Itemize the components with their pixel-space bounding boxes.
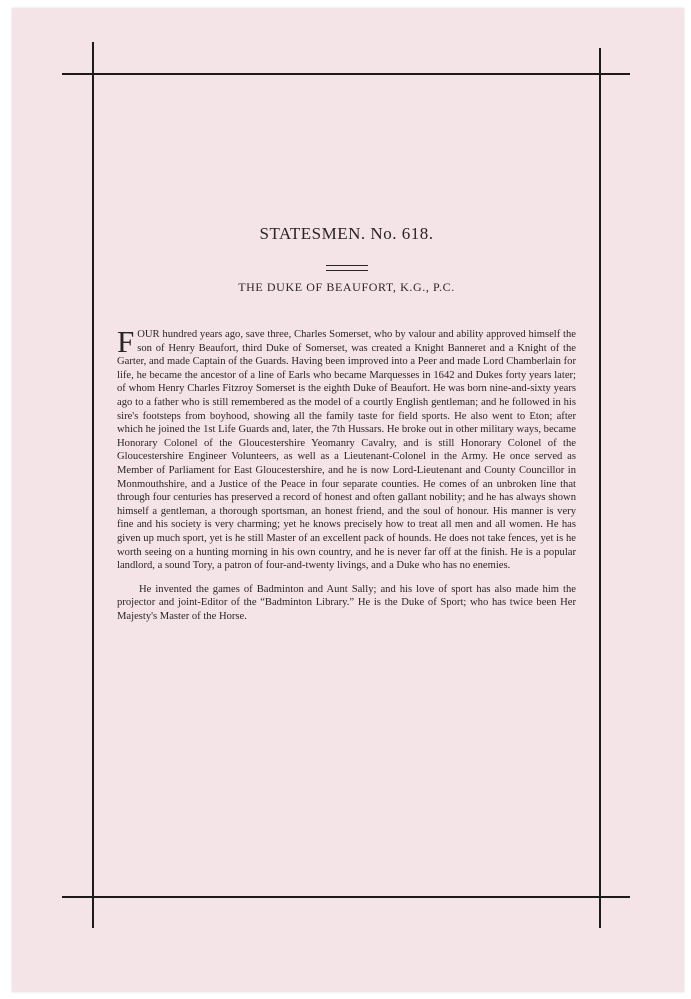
- drop-cap: F: [117, 324, 135, 359]
- page-subtitle: THE DUKE OF BEAUFORT, K.G., P.C.: [238, 280, 455, 294]
- paragraph-2: He invented the games of Badminton and Aunt Sally; and his love of sport has also made him the projector and joint-Editor of the “Badminton Library.” He is the Duke of Sport; who has twice been Her Majesty's Master of the Horse.: [117, 583, 576, 622]
- page-title: STATESMEN. No. 618.: [259, 224, 434, 243]
- border-rule-left: [92, 42, 94, 928]
- title-divider: [326, 265, 368, 271]
- paragraph-1-text: OUR hundred years ago, save three, Charles Somerset, who by valour and ability approved himself the son of Henry Beaufort, third Duke of Somerset, was created a Knight Banneret and a Knight of the Garter, and made Captain of the Guards. Having been improved into a Peer and made Lord Chamberlain for life, he became the ancestor of a line of Earls who became Marquesses in 1642 and Dukes forty years later; of whom Henry Charles Fitzroy Somerset is the eighth Duke of Beaufort. He was born nine-and-sixty years ago to a father who is still remembered as the model of a courtly English gentleman; and he followed in his sire's footsteps from boyhood, showing all the family taste for field sports. He also went to Eton; after which he joined the 1st Life Guards and, later, the 7th Hussars. He broke out in other military ways, became Honorary Colonel of the Gloucestershire Yeomanry Cavalry, and is still Honorary Colonel of the Gloucestershire Engineer Volunteers, as well as a Lieutenant-Colonel in the Army. He once served as Member of Parliament for East Gloucestershire, and he is now Lord-Lieutenant and County Councillor in Monmouthshire, and a Justice of the Peace in four separate counties. He comes of an unbroken line that through four centuries has preserved a record of honest and often gallant nobility; and he has always shown himself a gentleman, a thorough sportsman, an honest friend, and the soul of honour. His manner is very fine and his society is very charming; yet he knows precisely how to treat all men and all women. He has given up much sport, yet is he still Master of an excellent pack of hounds. He does not take fences, yet is he worth seeing on a hunting morning in his own country, and he is never far off at the finish. He is a popular landlord, a sound Tory, a patron of four-and-twenty livings, and a Duke who has no enemies.: [117, 329, 576, 572]
- paragraph-1: [117, 324, 576, 573]
- border-rule-top: [62, 73, 630, 75]
- border-rule-bottom: [62, 896, 630, 898]
- article-body: [117, 324, 576, 633]
- border-rule-right: [599, 48, 601, 928]
